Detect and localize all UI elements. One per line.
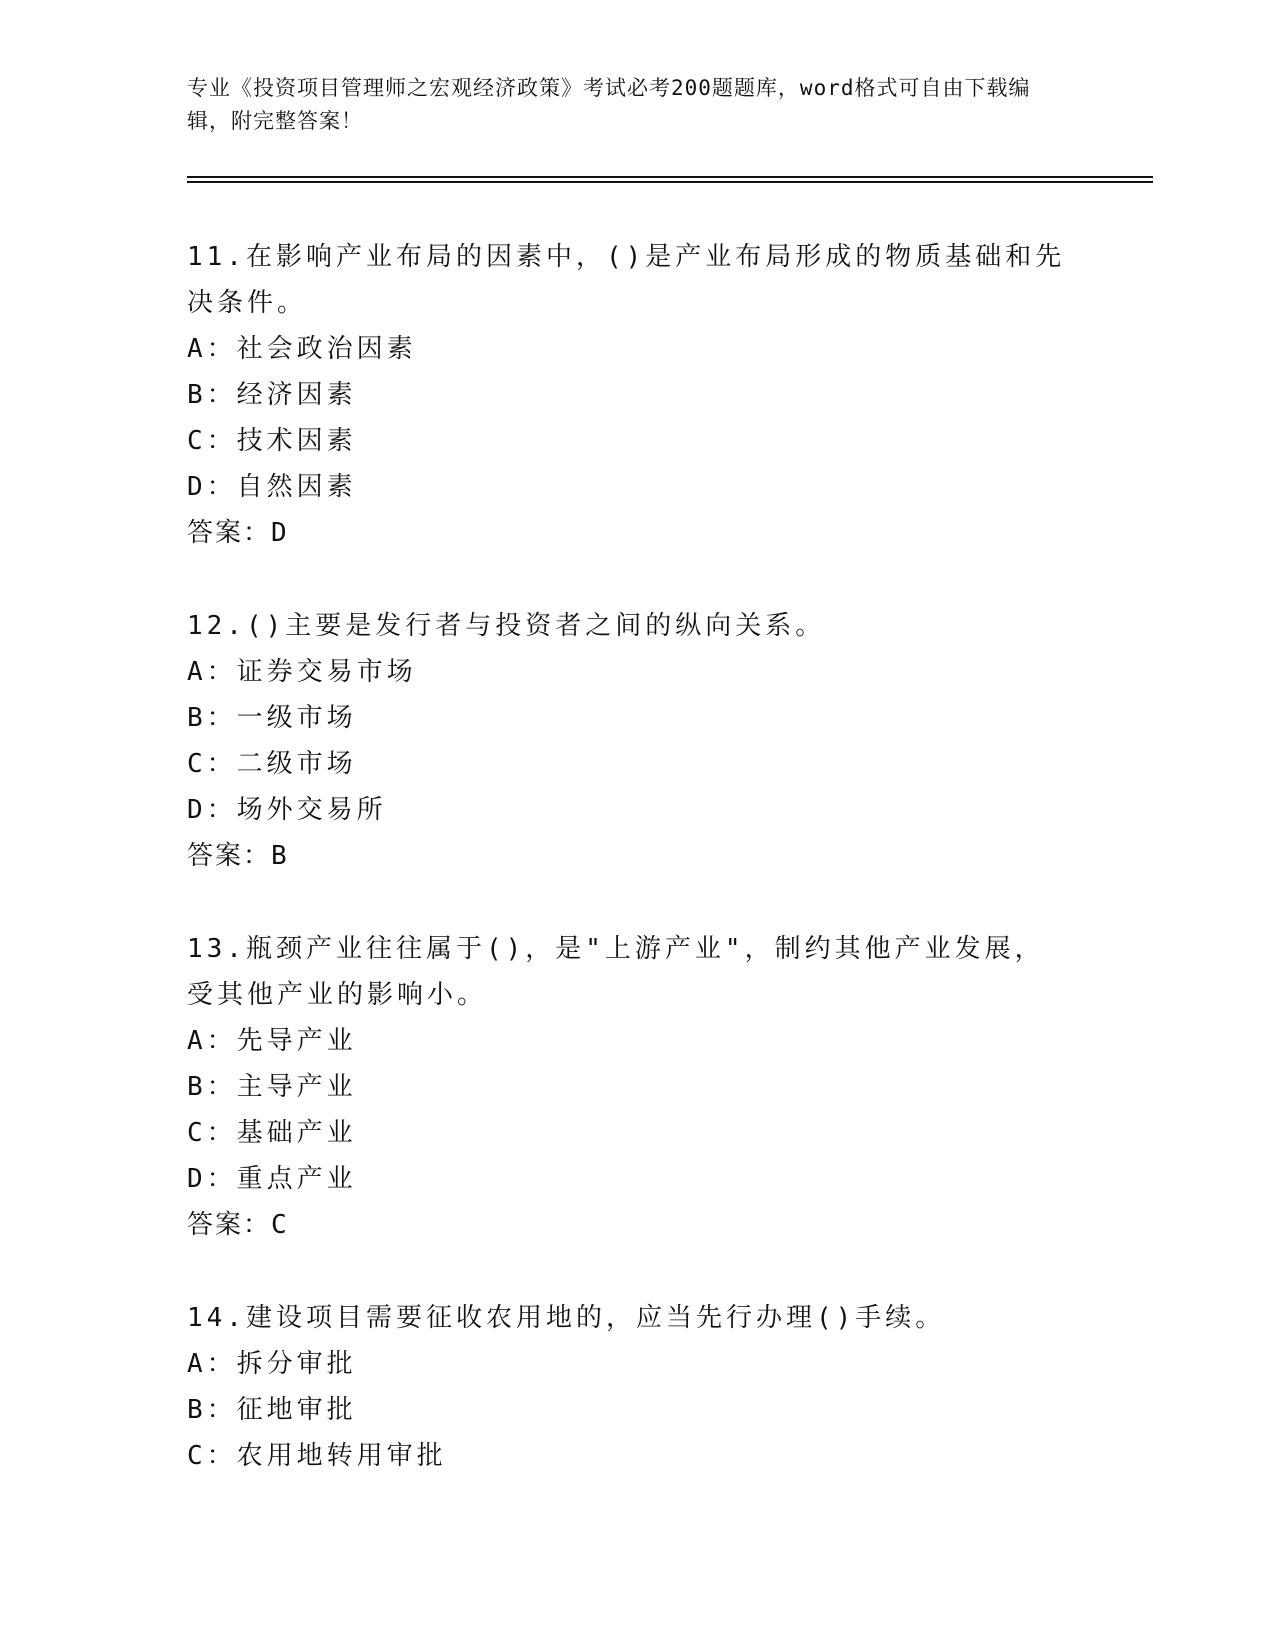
answer-line bbox=[187, 1202, 1067, 1248]
option-b: B：经济因素 bbox=[187, 380, 357, 410]
option-a: A：社会政治因素 bbox=[187, 334, 417, 364]
answer-label: 答案： bbox=[187, 518, 272, 548]
answer-value: D bbox=[271, 518, 289, 548]
question-13 bbox=[187, 926, 1067, 1248]
header-rule-top bbox=[187, 176, 1153, 178]
answer-value: B bbox=[271, 841, 289, 871]
option-c: C：基础产业 bbox=[187, 1118, 357, 1148]
document-header: 专业《投资项目管理师之宏观经济政策》考试必考200题题库，word格式可自由下载编辑，附完整答案！ bbox=[187, 76, 1031, 133]
question-stem: 11.在影响产业布局的因素中，()是产业布局形成的物质基础和先决条件。 bbox=[187, 242, 1066, 318]
question-stem: 12.()主要是发行者与投资者之间的纵向关系。 bbox=[187, 611, 826, 641]
option-b: B：征地审批 bbox=[187, 1395, 357, 1425]
option-d: D：重点产业 bbox=[187, 1164, 357, 1194]
option-a: A：拆分审批 bbox=[187, 1349, 357, 1379]
question-stem: 14.建设项目需要征收农用地的，应当先行办理()手续。 bbox=[187, 1303, 946, 1333]
option-c: C：农用地转用审批 bbox=[187, 1441, 447, 1471]
option-b: B：一级市场 bbox=[187, 703, 357, 733]
answer-line bbox=[187, 833, 1067, 879]
option-b: B：主导产业 bbox=[187, 1072, 357, 1102]
option-a: A：先导产业 bbox=[187, 1026, 357, 1056]
option-d: D：场外交易所 bbox=[187, 795, 387, 825]
question-14 bbox=[187, 1295, 1067, 1479]
question-12 bbox=[187, 603, 1067, 879]
answer-label: 答案： bbox=[187, 1210, 272, 1240]
option-c: C：二级市场 bbox=[187, 749, 357, 779]
answer-line bbox=[187, 510, 1067, 556]
question-11 bbox=[187, 234, 1067, 556]
question-stem: 13.瓶颈产业往往属于()，是"上游产业"，制约其他产业发展，受其他产业的影响小。 bbox=[187, 934, 1045, 1010]
answer-label: 答案： bbox=[187, 841, 272, 871]
question-list bbox=[187, 234, 1067, 1526]
answer-value: C bbox=[271, 1210, 289, 1240]
option-c: C：技术因素 bbox=[187, 426, 357, 456]
header-rule-bottom bbox=[187, 181, 1153, 183]
option-d: D：自然因素 bbox=[187, 472, 357, 502]
option-a: A：证券交易市场 bbox=[187, 657, 417, 687]
